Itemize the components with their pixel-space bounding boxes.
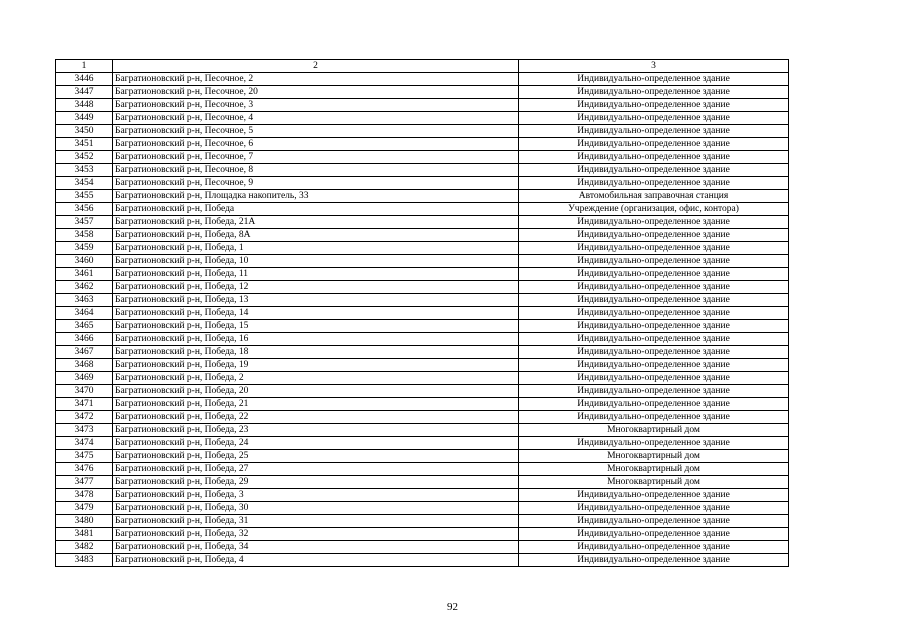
cell-object-type: Индивидуально-определенное здание bbox=[519, 268, 789, 281]
cell-number: 3446 bbox=[56, 73, 113, 86]
cell-object-type: Индивидуально-определенное здание bbox=[519, 112, 789, 125]
cell-object-type: Индивидуально-определенное здание bbox=[519, 99, 789, 112]
table-row bbox=[56, 437, 789, 450]
cell-number: 3467 bbox=[56, 346, 113, 359]
cell-address: Багратионовский р-н, Победа, 11 bbox=[113, 268, 519, 281]
cell-address: Багратионовский р-н, Песочное, 5 bbox=[113, 125, 519, 138]
table-row bbox=[56, 346, 789, 359]
cell-address: Багратионовский р-н, Победа, 15 bbox=[113, 320, 519, 333]
cell-number: 3474 bbox=[56, 437, 113, 450]
cell-number: 3478 bbox=[56, 489, 113, 502]
cell-address: Багратионовский р-н, Победа, 30 bbox=[113, 502, 519, 515]
cell-address: Багратионовский р-н, Победа, 24 bbox=[113, 437, 519, 450]
cell-number: 3463 bbox=[56, 294, 113, 307]
cell-object-type: Индивидуально-определенное здание bbox=[519, 398, 789, 411]
table-row bbox=[56, 307, 789, 320]
cell-address: Багратионовский р-н, Победа, 23 bbox=[113, 424, 519, 437]
cell-object-type: Индивидуально-определенное здание bbox=[519, 437, 789, 450]
cell-address: Багратионовский р-н, Песочное, 7 bbox=[113, 151, 519, 164]
cell-number: 3476 bbox=[56, 463, 113, 476]
cell-object-type: Индивидуально-определенное здание bbox=[519, 489, 789, 502]
cell-number: 3459 bbox=[56, 242, 113, 255]
cell-number: 3482 bbox=[56, 541, 113, 554]
cell-object-type: Индивидуально-определенное здание bbox=[519, 255, 789, 268]
cell-object-type: Индивидуально-определенное здание bbox=[519, 502, 789, 515]
table-row bbox=[56, 190, 789, 203]
table-row bbox=[56, 333, 789, 346]
cell-object-type: Индивидуально-определенное здание bbox=[519, 359, 789, 372]
table-row bbox=[56, 99, 789, 112]
cell-number: 3449 bbox=[56, 112, 113, 125]
cell-address: Багратионовский р-н, Песочное, 6 bbox=[113, 138, 519, 151]
table-row bbox=[56, 489, 789, 502]
cell-object-type: Многоквартирный дом bbox=[519, 463, 789, 476]
table-row bbox=[56, 294, 789, 307]
cell-address: Багратионовский р-н, Победа, 2 bbox=[113, 372, 519, 385]
cell-object-type: Индивидуально-определенное здание bbox=[519, 372, 789, 385]
cell-address: Багратионовский р-н, Песочное, 2 bbox=[113, 73, 519, 86]
cell-address: Багратионовский р-н, Победа, 25 bbox=[113, 450, 519, 463]
table-row bbox=[56, 541, 789, 554]
cell-object-type: Индивидуально-определенное здание bbox=[519, 385, 789, 398]
cell-number: 3471 bbox=[56, 398, 113, 411]
cell-number: 3470 bbox=[56, 385, 113, 398]
cell-number: 3456 bbox=[56, 203, 113, 216]
cell-number: 3460 bbox=[56, 255, 113, 268]
cell-address: Багратионовский р-н, Победа, 12 bbox=[113, 281, 519, 294]
table-row bbox=[56, 177, 789, 190]
cell-number: 3451 bbox=[56, 138, 113, 151]
cell-address: Багратионовский р-н, Победа, 19 bbox=[113, 359, 519, 372]
cell-number: 3450 bbox=[56, 125, 113, 138]
cell-address: Багратионовский р-н, Победа, 8А bbox=[113, 229, 519, 242]
cell-object-type: Индивидуально-определенное здание bbox=[519, 307, 789, 320]
cell-object-type: Индивидуально-определенное здание bbox=[519, 320, 789, 333]
cell-address: Багратионовский р-н, Песочное, 8 bbox=[113, 164, 519, 177]
cell-number: 3452 bbox=[56, 151, 113, 164]
register-table bbox=[55, 59, 789, 567]
cell-address: Багратионовский р-н, Победа, 4 bbox=[113, 554, 519, 567]
cell-object-type: Автомобильная заправочная станция bbox=[519, 190, 789, 203]
cell-number: 3462 bbox=[56, 281, 113, 294]
cell-number: 3473 bbox=[56, 424, 113, 437]
table-row bbox=[56, 73, 789, 86]
cell-address: Багратионовский р-н, Песочное, 4 bbox=[113, 112, 519, 125]
cell-address: Багратионовский р-н, Победа, 32 bbox=[113, 528, 519, 541]
cell-address: Багратионовский р-н, Победа, 22 bbox=[113, 411, 519, 424]
cell-address: Багратионовский р-н, Песочное, 20 bbox=[113, 86, 519, 99]
table-row bbox=[56, 138, 789, 151]
table-row bbox=[56, 320, 789, 333]
cell-object-type: Индивидуально-определенное здание bbox=[519, 177, 789, 190]
cell-number: 3455 bbox=[56, 190, 113, 203]
cell-object-type: Индивидуально-определенное здание bbox=[519, 294, 789, 307]
cell-object-type: Индивидуально-определенное здание bbox=[519, 151, 789, 164]
cell-address: Багратионовский р-н, Победа, 16 bbox=[113, 333, 519, 346]
cell-object-type: Учреждение (организация, офис, контора) bbox=[519, 203, 789, 216]
table-row bbox=[56, 515, 789, 528]
cell-address: Багратионовский р-н, Песочное, 3 bbox=[113, 99, 519, 112]
table-row bbox=[56, 502, 789, 515]
cell-number: 3447 bbox=[56, 86, 113, 99]
table-row bbox=[56, 268, 789, 281]
cell-address: Багратионовский р-н, Победа, 29 bbox=[113, 476, 519, 489]
cell-address: Багратионовский р-н, Победа, 34 bbox=[113, 541, 519, 554]
cell-number: 3454 bbox=[56, 177, 113, 190]
table-row bbox=[56, 554, 789, 567]
cell-address: Багратионовский р-н, Победа, 31 bbox=[113, 515, 519, 528]
cell-number: 3465 bbox=[56, 320, 113, 333]
cell-object-type: Индивидуально-определенное здание bbox=[519, 138, 789, 151]
table-row bbox=[56, 450, 789, 463]
table-row bbox=[56, 372, 789, 385]
cell-number: 3479 bbox=[56, 502, 113, 515]
cell-number: 3481 bbox=[56, 528, 113, 541]
cell-address: Багратионовский р-н, Победа, 1 bbox=[113, 242, 519, 255]
table-row bbox=[56, 151, 789, 164]
cell-object-type: Индивидуально-определенное здание bbox=[519, 164, 789, 177]
header-cell-address: 2 bbox=[113, 60, 519, 73]
cell-address: Багратионовский р-н, Победа, 18 bbox=[113, 346, 519, 359]
header-cell-type: 3 bbox=[519, 60, 789, 73]
cell-object-type: Индивидуально-определенное здание bbox=[519, 242, 789, 255]
table-row bbox=[56, 398, 789, 411]
table-row bbox=[56, 463, 789, 476]
table-row bbox=[56, 476, 789, 489]
cell-number: 3468 bbox=[56, 359, 113, 372]
cell-object-type: Индивидуально-определенное здание bbox=[519, 411, 789, 424]
cell-object-type: Индивидуально-определенное здание bbox=[519, 281, 789, 294]
cell-address: Багратионовский р-н, Победа, 14 bbox=[113, 307, 519, 320]
table-row bbox=[56, 281, 789, 294]
cell-number: 3461 bbox=[56, 268, 113, 281]
cell-address: Багратионовский р-н, Победа, 21 bbox=[113, 398, 519, 411]
cell-address: Багратионовский р-н, Победа, 20 bbox=[113, 385, 519, 398]
cell-number: 3477 bbox=[56, 476, 113, 489]
cell-number: 3466 bbox=[56, 333, 113, 346]
cell-number: 3458 bbox=[56, 229, 113, 242]
cell-number: 3469 bbox=[56, 372, 113, 385]
table-row bbox=[56, 411, 789, 424]
cell-number: 3483 bbox=[56, 554, 113, 567]
cell-address: Багратионовский р-н, Песочное, 9 bbox=[113, 177, 519, 190]
cell-address: Багратионовский р-н, Победа, 27 bbox=[113, 463, 519, 476]
cell-object-type: Индивидуально-определенное здание bbox=[519, 541, 789, 554]
table-row bbox=[56, 242, 789, 255]
page-number: 92 bbox=[447, 601, 458, 613]
table-row bbox=[56, 424, 789, 437]
table-row bbox=[56, 229, 789, 242]
cell-number: 3480 bbox=[56, 515, 113, 528]
cell-object-type: Индивидуально-определенное здание bbox=[519, 125, 789, 138]
table-row bbox=[56, 385, 789, 398]
table-row bbox=[56, 164, 789, 177]
header-cell-number: 1 bbox=[56, 60, 113, 73]
cell-address: Багратионовский р-н, Победа, 10 bbox=[113, 255, 519, 268]
table-row bbox=[56, 359, 789, 372]
cell-address: Багратионовский р-н, Площадка накопитель, 33 bbox=[113, 190, 519, 203]
cell-object-type: Многоквартирный дом bbox=[519, 476, 789, 489]
table-row bbox=[56, 216, 789, 229]
table-row bbox=[56, 528, 789, 541]
cell-object-type: Индивидуально-определенное здание bbox=[519, 229, 789, 242]
cell-object-type: Многоквартирный дом bbox=[519, 450, 789, 463]
table-row bbox=[56, 255, 789, 268]
cell-number: 3464 bbox=[56, 307, 113, 320]
cell-object-type: Индивидуально-определенное здание bbox=[519, 528, 789, 541]
cell-object-type: Индивидуально-определенное здание bbox=[519, 86, 789, 99]
cell-address: Багратионовский р-н, Победа, 21А bbox=[113, 216, 519, 229]
table-row bbox=[56, 112, 789, 125]
table-header-row bbox=[56, 60, 789, 73]
cell-number: 3472 bbox=[56, 411, 113, 424]
cell-number: 3448 bbox=[56, 99, 113, 112]
cell-object-type: Индивидуально-определенное здание bbox=[519, 73, 789, 86]
table-row bbox=[56, 125, 789, 138]
cell-object-type: Индивидуально-определенное здание bbox=[519, 346, 789, 359]
cell-number: 3453 bbox=[56, 164, 113, 177]
table-row bbox=[56, 86, 789, 99]
cell-object-type: Индивидуально-определенное здание bbox=[519, 515, 789, 528]
register-table-body bbox=[56, 60, 789, 567]
cell-number: 3475 bbox=[56, 450, 113, 463]
cell-object-type: Индивидуально-определенное здание bbox=[519, 333, 789, 346]
cell-address: Багратионовский р-н, Победа, 3 bbox=[113, 489, 519, 502]
table-row bbox=[56, 203, 789, 216]
cell-object-type: Индивидуально-определенное здание bbox=[519, 554, 789, 567]
cell-object-type: Индивидуально-определенное здание bbox=[519, 216, 789, 229]
cell-object-type: Многоквартирный дом bbox=[519, 424, 789, 437]
cell-address: Багратионовский р-н, Победа, 13 bbox=[113, 294, 519, 307]
cell-number: 3457 bbox=[56, 216, 113, 229]
cell-address: Багратионовский р-н, Победа bbox=[113, 203, 519, 216]
